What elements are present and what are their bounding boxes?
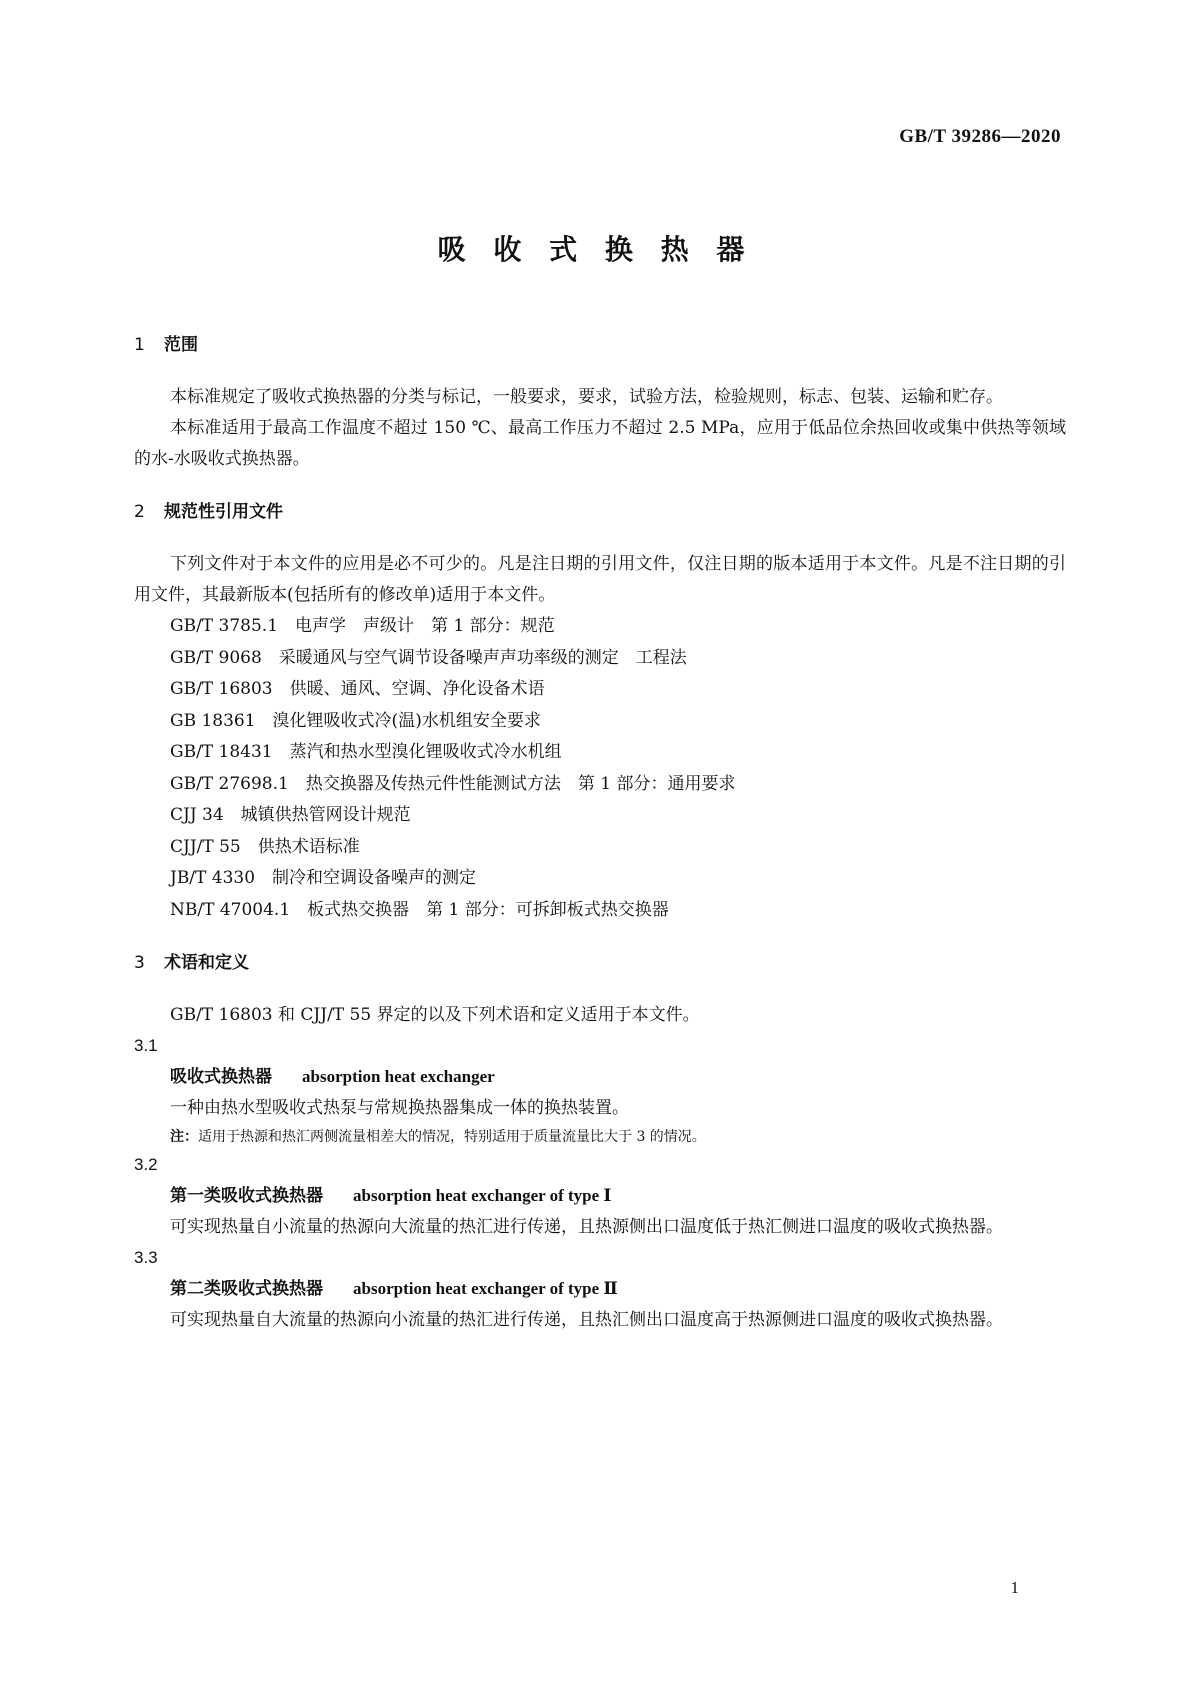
reference-item: CJJ/T 55 供热术语标准 <box>170 836 360 857</box>
section-3-heading <box>134 948 1066 978</box>
term-heading <box>134 1180 1066 1212</box>
term-en: absorption heat exchanger <box>302 1067 495 1086</box>
term-number: 3.2 <box>134 1155 158 1174</box>
section-1-heading <box>134 330 1066 360</box>
paragraph: 下列文件对于本文件的应用是必不可少的。凡是注日期的引用文件，仅注日期的版本适用于本文件。凡是不注日期的引用文件，其最新版本(包括所有的修改单)适用于本文件。 <box>134 554 1066 605</box>
term-cn: 吸收式换热器 <box>170 1067 272 1087</box>
reference-item: GB/T 3785.1 电声学 声级计 第 1 部分：规范 <box>170 616 555 636</box>
reference-item: CJJ 34 城镇供热管网设计规范 <box>170 805 411 825</box>
term-en: absorption heat exchanger of type Ⅰ <box>353 1186 612 1205</box>
reference-item: GB 18361 溴化锂吸收式冷(温)水机组安全要求 <box>170 710 541 731</box>
section-title: 范围 <box>164 335 198 355</box>
section-number: 2 <box>134 502 145 522</box>
page-number: 1 <box>1010 1578 1019 1597</box>
reference-item: JB/T 4330 制冷和空调设备噪声的测定 <box>170 868 477 888</box>
term-definition: 一种由热水型吸收式热泵与常规换热器集成一体的换热装置。 <box>170 1098 629 1118</box>
term-note <box>134 1124 1066 1150</box>
term-cn: 第一类吸收式换热器 <box>170 1186 323 1206</box>
document-title: 吸 收 式 换 热 器 <box>437 233 754 266</box>
reference-item: GB/T 18431 蒸汽和热水型溴化锂吸收式冷水机组 <box>170 742 562 762</box>
term-en: absorption heat exchanger of type Ⅱ <box>353 1279 618 1298</box>
term-number: 3.1 <box>134 1036 158 1055</box>
term-definition: 可实现热量自大流量的热源向小流量的热汇进行传递，且热汇侧出口温度高于热源侧进口温度的吸收式换热器。 <box>170 1310 1003 1330</box>
term-heading <box>134 1273 1066 1305</box>
paragraph: 本标准适用于最高工作温度不超过 150 ℃、最高工作压力不超过 2.5 MPa，应用于低品位余热回收或集中供热等领域的水-水吸收式换热器。 <box>134 418 1066 469</box>
section-number: 1 <box>134 335 145 355</box>
reference-item: GB/T 9068 采暖通风与空气调节设备噪声声功率级的测定 工程法 <box>170 647 687 668</box>
reference-item: NB/T 47004.1 板式热交换器 第 1 部分：可拆卸板式热交换器 <box>170 899 669 920</box>
term-cn: 第二类吸收式换热器 <box>170 1279 323 1299</box>
document-code: GB/T 39286—2020 <box>899 126 1061 147</box>
reference-item: GB/T 27698.1 热交换器及传热元件性能测试方法 第 1 部分：通用要求 <box>170 773 736 794</box>
section-2-heading <box>134 497 1066 527</box>
term-definition: 可实现热量自小流量的热源向大流量的热汇进行传递，且热源侧出口温度低于热汇侧进口温度的吸收式换热器。 <box>170 1217 1003 1237</box>
note-text: 适用于热源和热汇两侧流量相差大的情况，特别适用于质量流量比大于 3 的情况。 <box>198 1129 706 1145</box>
term-heading <box>134 1061 1066 1093</box>
section-title: 术语和定义 <box>164 953 249 973</box>
section-number: 3 <box>134 953 145 973</box>
paragraph: 本标准规定了吸收式换热器的分类与标记，一般要求，要求，试验方法，检验规则，标志、包装、运输和贮存。 <box>170 387 1003 407</box>
document-body <box>134 330 1066 1336</box>
section-title: 规范性引用文件 <box>164 502 283 522</box>
reference-item: GB/T 16803 供暖、通风、空调、净化设备术语 <box>170 679 545 699</box>
paragraph: GB/T 16803 和 CJJ/T 55 界定的以及下列术语和定义适用于本文件。 <box>170 1005 700 1025</box>
note-label: 注： <box>170 1129 198 1145</box>
term-number: 3.3 <box>134 1248 158 1267</box>
